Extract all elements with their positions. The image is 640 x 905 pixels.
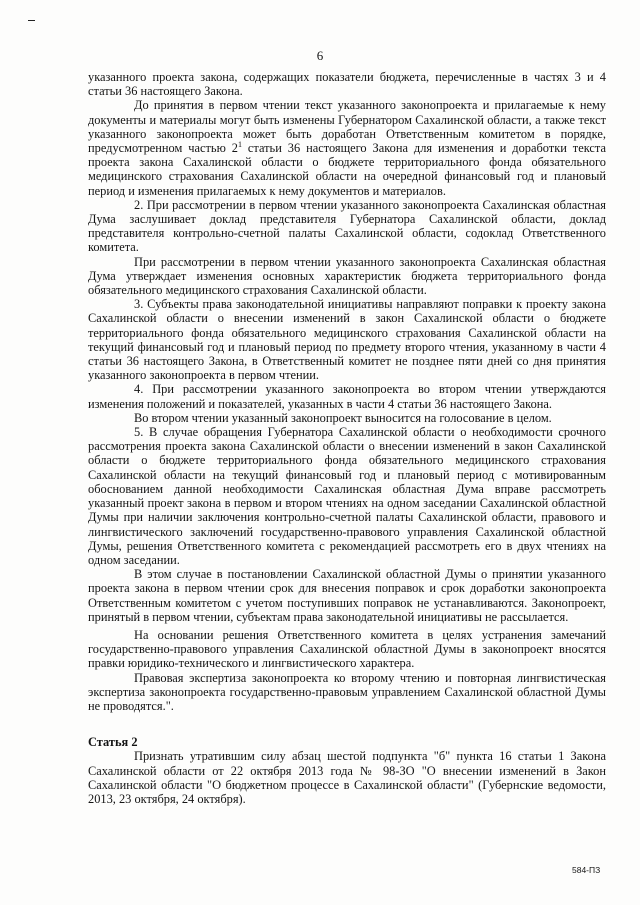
paragraph-4: При рассмотрении в первом чтении указанного законопроекта Сахалинская областная Дума утверждает изменения основных характеристик бюджета территориального фонда обязательного медицинского страхования Сахалинской области. bbox=[88, 254, 606, 298]
paragraph-8: 5. В случае обращения Губернатора Сахалинской области о необходимости срочного рассмотрения проекта закона Сахалинской области о внесении изменений в закон Сахалинской области о бюджете территориального фонда обязательного медицинского страхования Сахалинской области на текущий финансовый год и плановый период с мотивированным обоснованием данной необходимости Сахалинская областная Дума вправе рассмотреть указанный проект закона в первом и втором чтениях на одном заседании Сахалинской областной Думы при наличии заключения контрольно-счетной палаты Сахалинской области, правового и лингвистического заключений государственно-правового управления Сахалинской областной Думы, решения Ответственного комитета с рекомендацией рассмотреть его в двух чтениях на одном заседании. bbox=[88, 425, 606, 567]
paragraph-7: Во втором чтении указанный законопроект выносится на голосование в целом. bbox=[134, 410, 552, 425]
article-heading: Статья 2 bbox=[88, 735, 138, 750]
paragraph-5: 3. Субъекты права законодательной инициативы направляют поправки к проекту закона Сахалинской области о внесении изменений в закон Сахалинской области о бюджете территориального фонда обязательного медицинского страхования Сахалинской области на текущий финансовый год и плановый период по предмету второго чтения, указанному в части 4 статьи 36 настоящего Закона, в Ответственный комитет не позднее пяти дней со дня принятия указанного законопроекта в первом чтении. bbox=[88, 297, 606, 383]
paragraph-9: В этом случае в постановлении Сахалинской областной Думы о принятии указанного проекта закона в первом чтении срок для внесения поправок и срок доработки законопроекта Ответственным комитетом с учетом поступивших поправок не устанавливаются. Законопроект, принятый в первом чтении, субъектам права законодательной инициативы не рассылается. bbox=[88, 567, 606, 624]
document-body bbox=[88, 70, 606, 806]
page-number: 6 bbox=[316, 48, 324, 63]
superscript: 1 bbox=[237, 139, 242, 149]
paragraph-2: До принятия в первом чтении текст указанного законопроекта и прилагаемые к нему документы и материалы могут быть изменены Губернатором Сахалинской области, а также текст указанного законопроекта может быть доработан Ответственным комитетом в порядке, предусмотренном частью $2^1$ статьи 36 настоящего Закона для изменения и доработки текста проекта закона Сахалинской области о бюджете территориального фонда обязательного медицинского страхования Сахалинской области на очередной финансовый год и плановый период и изменения прилагаемых к нему документов и материалов. bbox=[88, 98, 606, 198]
paragraph-10: На основании решения Ответственного комитета в целях устранения замечаний государственно-правового управления Сахалинской областной Думы в законопроект вносятся правки юридико-технического и лингвистического характера. bbox=[88, 627, 606, 671]
paragraph-1: указанного проекта закона, содержащих показатели бюджета, перечисленные в частях 3 и 4 статьи 36 настоящего Закона. bbox=[88, 70, 606, 99]
paragraph-3: 2. При рассмотрении в первом чтении указанного законопроекта Сахалинская областная Дума заслушивает доклад представителя Губернатора Сахалинской области, доклад представителя контрольно-счетной палаты Сахалинской области, содоклад Ответственного комитета. bbox=[88, 197, 606, 255]
paragraph-11: Правовая экспертиза законопроекта ко второму чтению и повторная лингвистическая экспертиза законопроекта государственно-правовым управлением Сахалинской областной Думы не проводятся.". bbox=[88, 670, 606, 713]
scan-mark bbox=[28, 20, 35, 21]
paragraph-13: Признать утратившим силу абзац шестой подпункта "б" пункта 16 статьи 1 Закона Сахалинской области от 22 октября 2013 года № 98-ЗО "О внесении изменений в Закон Сахалинской области "О бюджетном процессе в Сахалинской области" (Губернские ведомости, 2013, 23 октября, 24 октября). bbox=[88, 749, 606, 806]
paragraph-6: 4. При рассмотрении указанного законопроекта во втором чтении утверждаются изменения положений и показателей, указанных в части 4 статьи 36 настоящего Закона. bbox=[88, 382, 606, 411]
footer-code: 584-ПЗ bbox=[572, 865, 601, 875]
